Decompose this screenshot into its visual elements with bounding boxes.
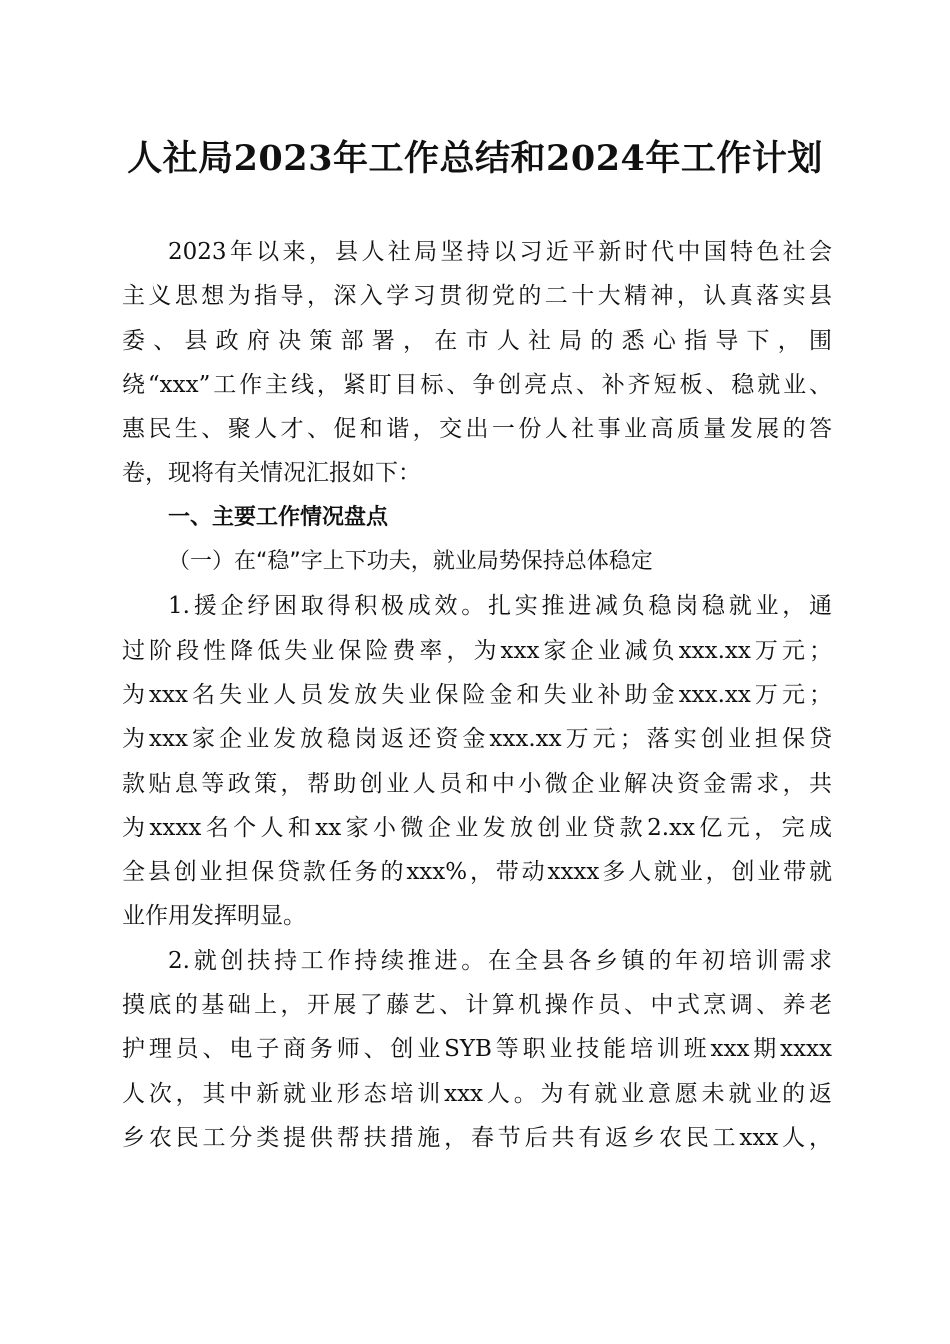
paragraph-line: 主义思想为指导，深入学习贯彻党的二十大精神，认真落实县	[122, 283, 832, 310]
paragraph-line: 惠民生、聚人才、促和谐，交出一份人社事业高质量发展的答	[122, 416, 832, 443]
paragraph-line: 1.援企纾困取得积极成效。扎实推进减负稳岗稳就业，通	[168, 593, 832, 620]
paragraph-line: 乡农民工分类提供帮扶措施，春节后共有返乡农民工xxx人，	[122, 1124, 832, 1151]
paragraph-line: 绕“xxx”工作主线，紧盯目标、争创亮点、补齐短板、稳就业、	[122, 371, 832, 398]
paragraph-line: 护理员、电子商务师、创业SYB等职业技能培训班xxx期xxxx	[122, 1036, 832, 1063]
paragraph-line: 款贴息等政策，帮助创业人员和中小微企业解决资金需求，共	[122, 770, 832, 797]
paragraph-line: 2.就创扶持工作持续推进。在全县各乡镇的年初培训需求	[168, 947, 832, 974]
paragraph-line: 委、县政府决策部署，在市人社局的悉心指导下，围	[122, 327, 832, 354]
paragraph-line: 卷，现将有关情况汇报如下：	[122, 460, 421, 487]
document-body	[122, 230, 832, 1160]
paragraph-line: 摸底的基础上，开展了藤艺、计算机操作员、中式烹调、养老	[122, 992, 832, 1019]
paragraph-line: 2023年以来，县人社局坚持以习近平新时代中国特色社会	[168, 239, 832, 265]
paragraph-line: 全县创业担保贷款任务的xxx%，带动xxxx多人就业，创业带就	[122, 859, 832, 886]
subsection-heading: （一）在“稳”字上下功夫，就业局势保持总体稳定	[168, 549, 653, 575]
paragraph-line: 为xxx名失业人员发放失业保险金和失业补助金xxx.xx万元；	[122, 681, 832, 708]
paragraph-line: 为xxx家企业发放稳岗返还资金xxx.xx万元；落实创业担保贷	[122, 726, 832, 753]
paragraph-line: 业作用发挥明显。	[122, 903, 306, 930]
paragraph-line: 过阶段性降低失业保险费率，为xxx家企业减负xxx.xx万元；	[122, 637, 832, 664]
paragraph-line: 人次，其中新就业形态培训xxx人。为有就业意愿未就业的返	[122, 1080, 832, 1107]
document-title: 人社局2023年工作总结和2024年工作计划	[127, 138, 823, 179]
paragraph-line: 为xxxx名个人和xx家小微企业发放创业贷款2.xx亿元，完成	[122, 814, 832, 841]
section-heading: 一、主要工作情况盘点	[168, 504, 389, 530]
